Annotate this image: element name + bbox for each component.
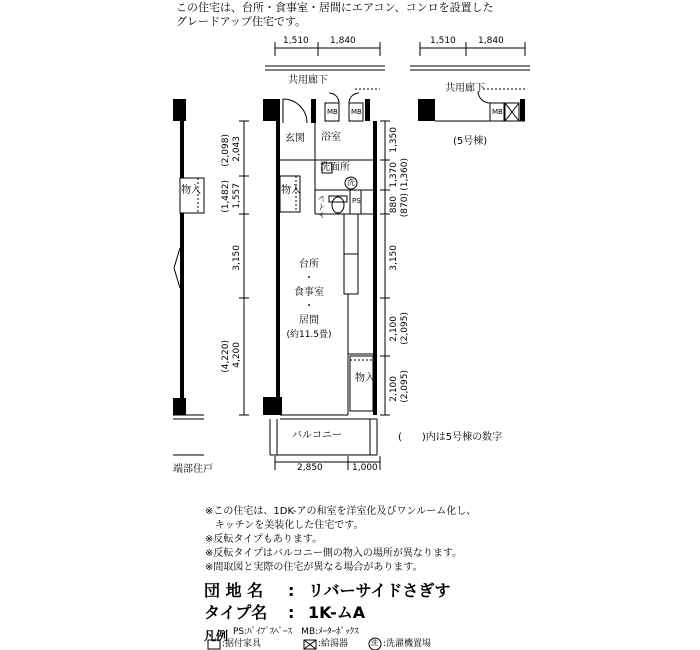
left-dim-1: (2,098)	[221, 134, 231, 167]
right-dim-1: 1,350	[389, 127, 399, 153]
right-dim-8: (2,095)	[400, 312, 410, 345]
room-storage-end-unit: 物入	[181, 185, 201, 196]
right-dim-5: (870)	[400, 193, 410, 218]
legend-fixed-furniture: :据付家具	[222, 639, 262, 649]
building5-label: (5号棟)	[453, 136, 488, 147]
legend-title: 凡例	[204, 629, 229, 643]
right-dim-9: 2,100	[389, 376, 399, 402]
note-2: キッチンを美装化した住宅です。	[205, 520, 364, 531]
complex-label: 団 地 名	[204, 581, 264, 600]
room-storage-2: 物入	[355, 373, 375, 384]
ldk-line-5: 居間	[299, 315, 319, 326]
header-line-2: グレードアップ住宅です。	[176, 15, 307, 28]
left-dim-2: 2,043	[232, 136, 242, 162]
room-balcony: バルコニー	[292, 430, 342, 441]
room-ps: PS	[352, 197, 361, 205]
header-line-1: この住宅は、台所・食事室・居間にエアコン、コンロを設置した	[176, 1, 494, 14]
b5-corridor-label: 共用廊下	[445, 83, 485, 94]
left-dim-4: 1,557	[232, 183, 242, 209]
room-toilet: トイレ	[317, 195, 326, 219]
legend-washer-place: :洗濯機置場	[383, 639, 432, 649]
corridor-label: 共用廊下	[288, 75, 328, 86]
right-dim-6: 3,150	[389, 245, 399, 271]
type-label: タイプ名	[204, 603, 268, 622]
ldk-line-2: ・	[304, 273, 314, 284]
ldk-line-6: (約11.5畳)	[286, 330, 332, 340]
left-dim-6: (4,220)	[221, 340, 231, 373]
top-dim-2: 1,840	[330, 36, 356, 46]
left-dim-5: 3,150	[232, 245, 242, 271]
room-washroom: 洗面所	[320, 162, 350, 173]
end-unit-label: 端部住戸	[173, 464, 213, 475]
ldk-line-3: 食事室	[294, 287, 324, 298]
note-4: ※反転タイプはバルコニー側の物入の場所が異なります。	[205, 548, 463, 559]
b5-top-dim-2: 1,840	[478, 36, 504, 46]
left-dim-3: (1,482)	[221, 180, 231, 213]
right-dim-7: 2,100	[389, 316, 399, 342]
room-bath: 浴室	[321, 132, 341, 143]
right-dim-2: 1,370	[389, 162, 399, 188]
bottom-dim-2: 1,000	[352, 463, 378, 473]
room-storage-1: 物入	[281, 185, 301, 196]
note-3: ※反転タイプもあります。	[205, 534, 323, 545]
legend-washer-mark: 洗	[371, 639, 378, 647]
type-colon: :	[288, 603, 295, 622]
note-1: ※この住宅は、1DK-アの和室を洋室化及びワンルーム化し、	[205, 506, 477, 517]
right-dim-4: 880	[389, 196, 399, 214]
complex-colon: :	[288, 581, 295, 600]
notes	[205, 505, 476, 575]
note-5: ※間取図と実際の住宅が異なる場合があります。	[205, 562, 423, 573]
left-dim-7: 4,200	[232, 342, 242, 368]
right-dim-10: (2,095)	[400, 370, 410, 403]
bottom-dim-1: 2,850	[297, 463, 323, 473]
legend-line-1: PS:ﾊﾟｲﾌﾟｽﾍﾟｰｽ MB:ﾒｰﾀｰﾎﾞｯｸｽ	[233, 627, 359, 637]
ldk-line-4: ・	[304, 301, 314, 312]
top-dim-1: 1,510	[283, 36, 309, 46]
building5-note: ( )内は5号棟の数字	[398, 432, 503, 443]
b5-mb-label: MB	[492, 108, 503, 116]
room-entrance: 玄関	[285, 133, 305, 144]
mb-label-1: MB	[327, 108, 338, 116]
complex-value: リバーサイドさぎす	[308, 581, 451, 600]
b5-top-dim-1: 1,510	[430, 36, 456, 46]
mb-label-2: MB	[351, 108, 362, 116]
legend-water-heater: :給湯器	[318, 639, 349, 649]
washer-mark: 洗	[347, 178, 355, 187]
ldk-label	[284, 258, 334, 342]
right-dim-3: (1,360)	[400, 158, 410, 191]
ldk-line-1: 台所	[299, 259, 319, 270]
type-value: 1K-ムA	[308, 603, 366, 622]
